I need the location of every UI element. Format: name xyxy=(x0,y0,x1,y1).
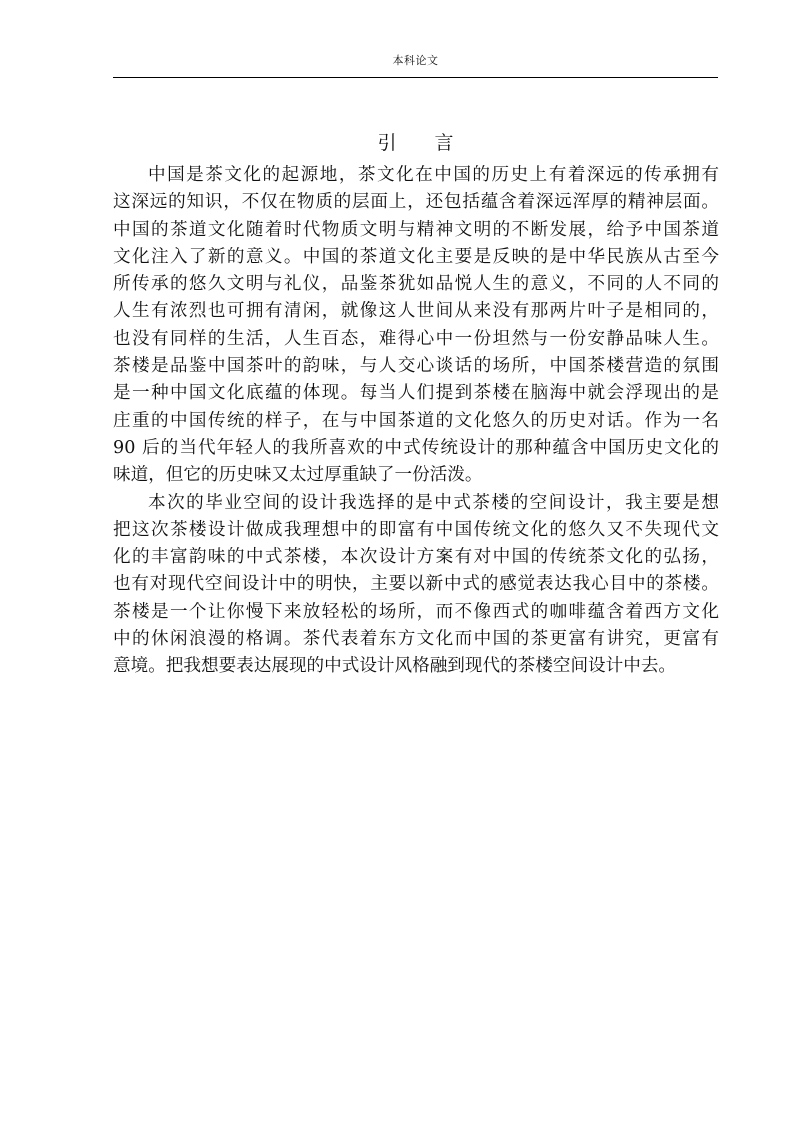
paragraph-line: 90 后的当代年轻人的我所喜欢的中式传统设计的那种蕴含中国历史文化的 xyxy=(113,437,719,458)
paragraph-line: 意境。把我想要表达展现的中式设计风格融到现代的茶楼空间设计中去。 xyxy=(113,656,677,677)
paragraph-line: 化的丰富韵味的中式茶楼，本次设计方案有对中国的传统茶文化的弘扬， xyxy=(113,547,719,568)
paragraph-line: 也有对现代空间设计中的明快，主要以新中式的感觉表达我心目中的茶楼。 xyxy=(113,574,719,595)
paragraph-line: 味道，但它的历史味又太过厚重缺了一份活泼。 xyxy=(113,465,483,486)
paragraph-line: 把这次茶楼设计做成我理想中的即富有中国传统文化的悠久又不失现代文 xyxy=(113,519,719,540)
paragraph-line: 文化注入了新的意义。中国的茶道文化主要是反映的是中华民族从古至今 xyxy=(113,246,719,267)
running-header: 本科论文 xyxy=(392,54,439,67)
paragraph-line: 茶楼是品鉴中国茶叶的韵味，与人交心谈话的场所，中国茶楼营造的氛围 xyxy=(113,356,719,377)
paragraph-line: 中国的茶道文化随着时代物质文明与精神文明的不断发展，给予中国茶道 xyxy=(113,219,719,240)
paragraph-line: 茶楼是一个让你慢下来放轻松的场所，而不像西式的咖啡蕴含着西方文化 xyxy=(113,601,719,622)
paragraph-1 xyxy=(113,162,719,490)
paragraph-line: 中国是茶文化的起源地，茶文化在中国的历史上有着深远的传承拥有 xyxy=(148,165,719,185)
paragraph-line: 这深远的知识，不仅在物质的层面上，还包括蕴含着深远浑厚的精神层面。 xyxy=(113,192,719,213)
paragraph-line: 所传承的悠久文明与礼仪，品鉴茶犹如品悦人生的意义，不同的人不同的 xyxy=(113,274,719,295)
paragraph-line: 中的休闲浪漫的格调。茶代表着东方文化而中国的茶更富有讲究，更富有 xyxy=(113,629,719,650)
paragraph-line: 庄重的中国传统的样子，在与中国茶道的文化悠久的历史对话。作为一名 xyxy=(113,410,719,431)
paragraph-line: 本次的毕业空间的设计我选择的是中式茶楼的空间设计，我主要是想 xyxy=(148,492,719,513)
body-text xyxy=(113,162,719,681)
paragraph-line: 人生有浓烈也可拥有清闲，就像这人世间从来没有那两片叶子是相同的， xyxy=(113,301,719,322)
header-divider xyxy=(113,77,718,78)
paragraph-line: 是一种中国文化底蕴的体现。每当人们提到茶楼在脑海中就会浮现出的是 xyxy=(113,383,719,404)
paragraph-line: 也没有同样的生活，人生百态，难得心中一份坦然与一份安静品味人生。 xyxy=(113,328,719,349)
section-title: 引言 xyxy=(377,132,492,154)
paragraph-2 xyxy=(113,490,719,681)
